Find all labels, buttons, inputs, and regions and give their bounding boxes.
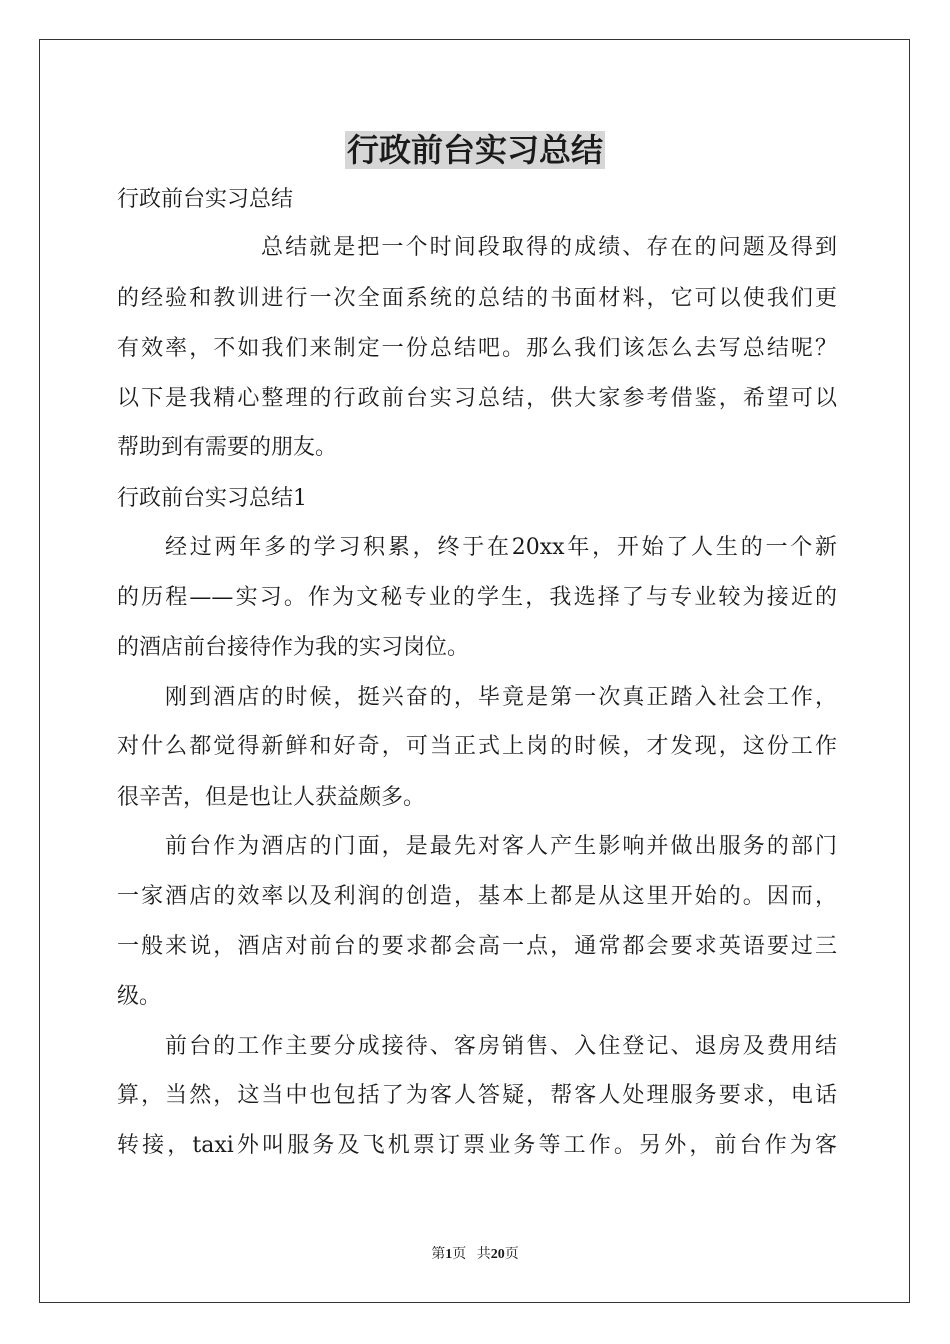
paragraph-line: 的经验和教训进行一次全面系统的总结的书面材料，它可以使我们更	[117, 286, 837, 311]
paragraph-line: 一家酒店的效率以及利润的创造，基本上都是从这里开始的。因而，	[117, 884, 837, 909]
paragraph-line: 帮助到有需要的朋友。	[117, 435, 338, 460]
paragraph-line: 转接，taxi外叫服务及飞机票订票业务等工作。另外，前台作为客	[117, 1133, 837, 1158]
paragraph-line: 算，当然，这当中也包括了为客人答疑，帮客人处理服务要求，电话	[117, 1083, 837, 1108]
paragraph-line: 前台作为酒店的门面，是最先对客人产生影响并做出服务的部门	[165, 834, 837, 859]
page-label-prefix: 第	[431, 1247, 446, 1262]
paragraph-line: 的酒店前台接待作为我的实习岗位。	[117, 635, 470, 660]
paragraph-line: 一般来说，酒店对前台的要求都会高一点，通常都会要求英语要过三	[117, 934, 837, 959]
section-heading: 行政前台实习总结1	[117, 486, 307, 511]
paragraph-line: 有效率，不如我们来制定一份总结吧。那么我们该怎么去写总结呢？	[117, 336, 837, 361]
page-label-suffix: 页	[452, 1247, 467, 1262]
page-number: 1	[445, 1247, 453, 1262]
section-heading: 行政前台实习总结	[117, 187, 294, 212]
total-label-suffix: 页	[504, 1247, 519, 1262]
page-border	[39, 39, 910, 1303]
paragraph-line: 很辛苦，但是也让人获益颇多。	[117, 785, 426, 810]
paragraph-line: 总结就是把一个时间段取得的成绩、存在的问题及得到	[261, 235, 837, 260]
total-label-prefix: 共	[476, 1247, 491, 1262]
total-pages: 20	[490, 1247, 505, 1262]
paragraph-line: 以下是我精心整理的行政前台实习总结，供大家参考借鉴，希望可以	[117, 386, 837, 411]
document-title-text: 行政前台实习总结	[346, 131, 603, 169]
paragraph-line: 级。	[117, 984, 162, 1009]
paragraph-line: 前台的工作主要分成接待、客房销售、入住登记、退房及费用结	[165, 1034, 837, 1059]
paragraph-line: 对什么都觉得新鲜和好奇，可当正式上岗的时候，才发现，这份工作	[117, 734, 837, 759]
paragraph-line: 的历程——实习。作为文秘专业的学生，我选择了与专业较为接近的	[117, 585, 837, 610]
paragraph-line: 刚到酒店的时候，挺兴奋的，毕竟是第一次真正踏入社会工作，	[165, 685, 837, 710]
page-footer	[0, 1245, 950, 1265]
paragraph-line: 经过两年多的学习积累，终于在20xx年，开始了人生的一个新	[165, 535, 837, 560]
document-title	[0, 128, 950, 172]
